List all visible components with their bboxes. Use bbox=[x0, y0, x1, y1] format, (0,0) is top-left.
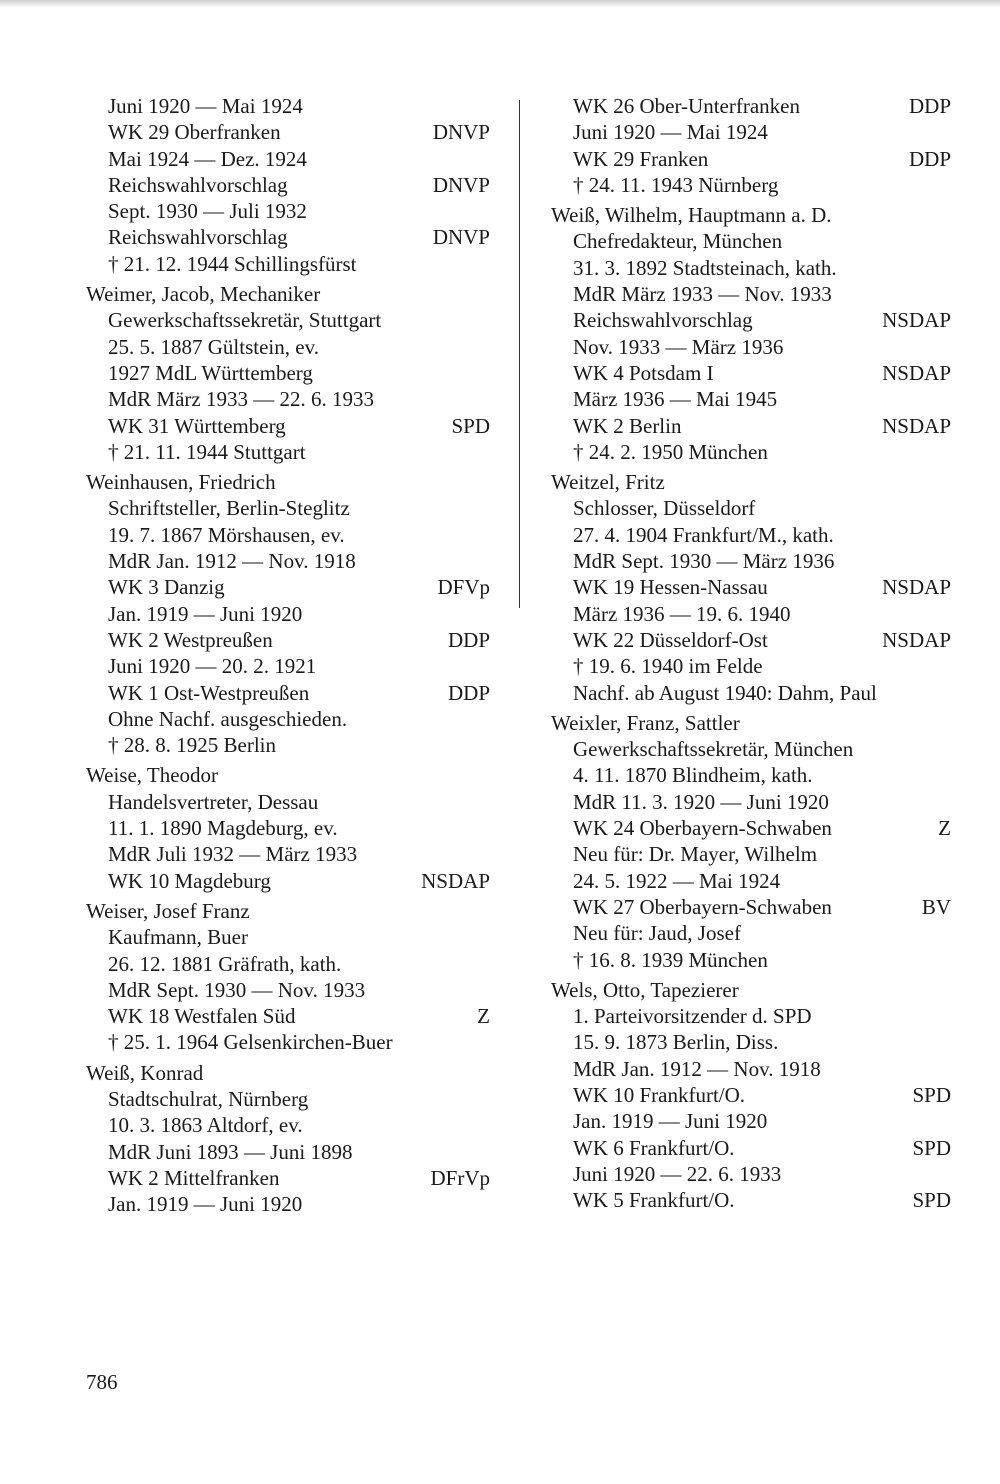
entry-detail-line bbox=[551, 119, 951, 145]
entry-detail-line bbox=[551, 1082, 951, 1108]
line-text: † 28. 8. 1925 Berlin bbox=[108, 733, 276, 758]
line-text: MdR Juli 1932 — März 1933 bbox=[108, 842, 358, 867]
entry-detail-line bbox=[551, 228, 951, 254]
line-text: WK 26 Ober-Unterfranken bbox=[573, 94, 800, 118]
line-text: † 21. 11. 1944 Stuttgart bbox=[108, 439, 306, 464]
line-text: Ohne Nachf. ausgeschieden. bbox=[108, 706, 348, 731]
line-text: Weiser, Josef Franz bbox=[86, 898, 250, 923]
line-text: Gewerkschaftssekretär, Stuttgart bbox=[108, 308, 382, 333]
entry-detail-line bbox=[86, 868, 490, 894]
entry-detail-line bbox=[551, 601, 951, 627]
line-text: 31. 3. 1892 Stadtsteinach, kath. bbox=[573, 255, 837, 280]
line-text: Reichswahlvorschlag bbox=[108, 172, 288, 197]
entry-detail-line bbox=[86, 1086, 490, 1112]
party-label: NSDAP bbox=[882, 360, 951, 385]
entry-detail-line bbox=[86, 653, 490, 679]
line-text: Weiß, Konrad bbox=[86, 1060, 204, 1085]
line-text: 11. 1. 1890 Magdeburg, ev. bbox=[108, 816, 338, 841]
line-text: WK 22 Düsseldorf-Ost bbox=[573, 627, 768, 652]
party-label: DFVp bbox=[437, 575, 490, 600]
line-text: WK 10 Frankfurt/O. bbox=[573, 1082, 746, 1107]
party-label: DDP bbox=[908, 94, 951, 118]
line-text: Wels, Otto, Tapezierer bbox=[551, 977, 739, 1002]
biography-entry bbox=[551, 469, 951, 706]
entry-detail-line bbox=[86, 1165, 490, 1191]
entry-detail-line bbox=[551, 947, 951, 973]
line-text: WK 6 Frankfurt/O. bbox=[573, 1135, 735, 1160]
entry-detail-line bbox=[86, 789, 490, 815]
line-text: Schriftsteller, Berlin-Steglitz bbox=[108, 496, 350, 521]
line-text: MdR März 1933 — Nov. 1933 bbox=[573, 282, 832, 307]
line-text: Nachf. ab August 1940: Dahm, Paul bbox=[573, 680, 877, 705]
entry-detail-line bbox=[86, 951, 490, 977]
party-label: NSDAP bbox=[882, 627, 951, 652]
entry-name-line bbox=[551, 977, 951, 1003]
entry-detail-line bbox=[551, 868, 951, 894]
entry-detail-line bbox=[551, 1135, 951, 1161]
line-text: † 19. 6. 1940 im Felde bbox=[573, 654, 763, 679]
party-label: SPD bbox=[451, 413, 490, 438]
line-text: WK 1 Ost-Westpreußen bbox=[108, 680, 310, 705]
line-text: WK 29 Franken bbox=[573, 146, 709, 171]
party-label: DNVP bbox=[432, 172, 490, 197]
line-text: WK 29 Oberfranken bbox=[108, 120, 281, 145]
entry-detail-line bbox=[86, 841, 490, 867]
biography-entry bbox=[86, 898, 490, 1056]
entry-detail-line bbox=[86, 307, 490, 333]
party-label: DDP bbox=[908, 146, 951, 171]
entry-detail-line bbox=[551, 522, 951, 548]
line-text: WK 24 Oberbayern-Schwaben bbox=[573, 816, 832, 841]
left-column bbox=[86, 93, 490, 1221]
party-label: DDP bbox=[447, 680, 490, 705]
entry-detail-line bbox=[86, 1003, 490, 1029]
line-text: 4. 11. 1870 Blindheim, kath. bbox=[573, 763, 813, 788]
entry-detail-line bbox=[86, 815, 490, 841]
party-label: Z bbox=[477, 1004, 490, 1029]
line-text: Reichswahlvorschlag bbox=[108, 225, 288, 250]
line-text: WK 10 Magdeburg bbox=[108, 868, 271, 893]
biography-entry bbox=[86, 762, 490, 893]
entry-detail-line bbox=[551, 1029, 951, 1055]
line-text: 26. 12. 1881 Gräfrath, kath. bbox=[108, 951, 342, 976]
entry-detail-line bbox=[86, 119, 490, 145]
entry-detail-line bbox=[551, 1161, 951, 1187]
line-text: Sept. 1930 — Juli 1932 bbox=[108, 199, 307, 224]
line-text: 25. 5. 1887 Gültstein, ev. bbox=[108, 334, 319, 359]
entry-name-line bbox=[551, 469, 951, 495]
line-text: Gewerkschaftssekretär, München bbox=[573, 737, 854, 762]
entry-name-line bbox=[551, 202, 951, 228]
entry-detail-line bbox=[551, 627, 951, 653]
entry-detail-line bbox=[86, 680, 490, 706]
column-divider bbox=[519, 100, 520, 608]
line-text: Weinhausen, Friedrich bbox=[86, 470, 276, 495]
line-text: Neu für: Jaud, Josef bbox=[573, 921, 741, 946]
entry-name-line bbox=[86, 469, 490, 495]
line-text: WK 19 Hessen-Nassau bbox=[573, 575, 768, 600]
entry-detail-line bbox=[551, 334, 951, 360]
page-number: 786 bbox=[86, 1370, 118, 1394]
entry-detail-line bbox=[86, 413, 490, 439]
entry-name-line bbox=[551, 710, 951, 736]
line-text: Weimer, Jacob, Mechaniker bbox=[86, 282, 321, 307]
entry-detail-line bbox=[551, 894, 951, 920]
party-label: DFrVp bbox=[430, 1165, 490, 1190]
party-label: NSDAP bbox=[882, 413, 951, 438]
line-text: WK 3 Danzig bbox=[108, 575, 225, 600]
line-text: MdR 11. 3. 1920 — Juni 1920 bbox=[573, 789, 829, 814]
page-top-edge bbox=[0, 0, 1000, 8]
entry-detail-line bbox=[86, 93, 490, 119]
party-label: NSDAP bbox=[882, 308, 951, 333]
entry-detail-line bbox=[86, 574, 490, 600]
line-text: 1. Parteivorsitzender d. SPD bbox=[573, 1004, 812, 1029]
entry-detail-line bbox=[551, 789, 951, 815]
line-text: MdR Juni 1893 — Juni 1898 bbox=[108, 1139, 353, 1164]
line-text: Jan. 1919 — Juni 1920 bbox=[573, 1109, 768, 1134]
line-text: März 1936 — Mai 1945 bbox=[573, 387, 778, 412]
line-text: WK 5 Frankfurt/O. bbox=[573, 1188, 735, 1213]
entry-detail-line bbox=[551, 653, 951, 679]
line-text: Weitzel, Fritz bbox=[551, 470, 665, 495]
party-label: Z bbox=[938, 816, 951, 841]
line-text: † 24. 2. 1950 München bbox=[573, 439, 768, 464]
right-column bbox=[551, 93, 951, 1217]
entry-detail-line bbox=[86, 1191, 490, 1217]
line-text: Handelsvertreter, Dessau bbox=[108, 789, 319, 814]
party-label: DNVP bbox=[432, 225, 490, 250]
entry-detail-line bbox=[551, 1003, 951, 1029]
entry-name-line bbox=[86, 762, 490, 788]
line-text: 19. 7. 1867 Mörshausen, ev. bbox=[108, 522, 345, 547]
entry-detail-line bbox=[551, 360, 951, 386]
line-text: WK 31 Württemberg bbox=[108, 413, 286, 438]
entry-detail-line bbox=[86, 1029, 490, 1055]
entry-detail-line bbox=[551, 762, 951, 788]
entry-detail-line bbox=[86, 601, 490, 627]
entry-detail-line bbox=[551, 386, 951, 412]
entry-detail-line bbox=[86, 334, 490, 360]
entry-continuation bbox=[86, 93, 490, 277]
line-text: Juni 1920 — 20. 2. 1921 bbox=[108, 654, 317, 679]
entry-detail-line bbox=[86, 522, 490, 548]
entry-detail-line bbox=[86, 146, 490, 172]
entry-detail-line bbox=[86, 1139, 490, 1165]
line-text: MdR März 1933 — 22. 6. 1933 bbox=[108, 387, 374, 412]
line-text: Reichswahlvorschlag bbox=[573, 308, 753, 333]
line-text: † 25. 1. 1964 Gelsenkirchen-Buer bbox=[108, 1030, 393, 1055]
line-text: 27. 4. 1904 Frankfurt/M., kath. bbox=[573, 522, 834, 547]
entry-detail-line bbox=[86, 495, 490, 521]
party-label: SPD bbox=[912, 1135, 951, 1160]
line-text: Chefredakteur, München bbox=[573, 229, 783, 254]
entry-detail-line bbox=[86, 224, 490, 250]
entry-detail-line bbox=[86, 198, 490, 224]
line-text: Juni 1920 — Mai 1924 bbox=[108, 94, 303, 118]
entry-continuation bbox=[551, 93, 951, 198]
line-text: Jan. 1919 — Juni 1920 bbox=[108, 1192, 303, 1217]
entry-detail-line bbox=[86, 360, 490, 386]
line-text: Stadtschulrat, Nürnberg bbox=[108, 1086, 309, 1111]
entry-detail-line bbox=[551, 413, 951, 439]
entry-detail-line bbox=[551, 815, 951, 841]
line-text: WK 27 Oberbayern-Schwaben bbox=[573, 894, 832, 919]
line-text: Weixler, Franz, Sattler bbox=[551, 710, 740, 735]
entry-detail-line bbox=[86, 386, 490, 412]
biography-entry bbox=[86, 469, 490, 758]
entry-detail-line bbox=[551, 439, 951, 465]
entry-detail-line bbox=[86, 548, 490, 574]
line-text: März 1936 — 19. 6. 1940 bbox=[573, 601, 791, 626]
party-label: DNVP bbox=[432, 120, 490, 145]
line-text: Nov. 1933 — März 1936 bbox=[573, 334, 784, 359]
party-label: BV bbox=[921, 894, 951, 919]
line-text: 24. 5. 1922 — Mai 1924 bbox=[573, 868, 781, 893]
biography-entry bbox=[86, 281, 490, 465]
line-text: 15. 9. 1873 Berlin, Diss. bbox=[573, 1030, 779, 1055]
line-text: 1927 MdL Württemberg bbox=[108, 360, 313, 385]
party-label: NSDAP bbox=[421, 868, 490, 893]
line-text: Juni 1920 — 22. 6. 1933 bbox=[573, 1161, 782, 1186]
entry-name-line bbox=[86, 1060, 490, 1086]
entry-detail-line bbox=[551, 93, 951, 119]
line-text: MdR Sept. 1930 — Nov. 1933 bbox=[108, 977, 366, 1002]
line-text: Jan. 1919 — Juni 1920 bbox=[108, 601, 303, 626]
entry-detail-line bbox=[551, 680, 951, 706]
line-text: Mai 1924 — Dez. 1924 bbox=[108, 146, 307, 171]
entry-detail-line bbox=[86, 732, 490, 758]
line-text: Weise, Theodor bbox=[86, 763, 219, 788]
line-text: † 24. 11. 1943 Nürnberg bbox=[573, 172, 779, 197]
entry-detail-line bbox=[551, 495, 951, 521]
party-label: SPD bbox=[912, 1082, 951, 1107]
line-text: † 16. 8. 1939 München bbox=[573, 947, 768, 972]
entry-detail-line bbox=[86, 706, 490, 732]
biography-entry bbox=[551, 977, 951, 1214]
biography-entry bbox=[551, 710, 951, 973]
entry-name-line bbox=[86, 898, 490, 924]
entry-detail-line bbox=[86, 1112, 490, 1138]
entry-detail-line bbox=[86, 439, 490, 465]
entry-detail-line bbox=[86, 172, 490, 198]
line-text: Schlosser, Düsseldorf bbox=[573, 496, 756, 521]
party-label: DDP bbox=[447, 627, 490, 652]
entry-detail-line bbox=[86, 977, 490, 1003]
line-text: Kaufmann, Buer bbox=[108, 925, 248, 950]
line-text: WK 2 Berlin bbox=[573, 413, 682, 438]
entry-detail-line bbox=[86, 627, 490, 653]
entry-detail-line bbox=[551, 146, 951, 172]
party-label: NSDAP bbox=[882, 575, 951, 600]
biography-entry bbox=[551, 202, 951, 465]
line-text: MdR Sept. 1930 — März 1936 bbox=[573, 549, 835, 574]
entry-detail-line bbox=[551, 1108, 951, 1134]
line-text: MdR Jan. 1912 — Nov. 1918 bbox=[573, 1056, 821, 1081]
line-text: WK 2 Westpreußen bbox=[108, 627, 273, 652]
line-text: Neu für: Dr. Mayer, Wilhelm bbox=[573, 842, 818, 867]
entry-detail-line bbox=[551, 255, 951, 281]
entry-detail-line bbox=[551, 736, 951, 762]
entry-detail-line bbox=[551, 1056, 951, 1082]
line-text: † 21. 12. 1944 Schillingsfürst bbox=[108, 251, 357, 276]
line-text: Juni 1920 — Mai 1924 bbox=[573, 120, 768, 145]
line-text: WK 18 Westfalen Süd bbox=[108, 1004, 296, 1029]
line-text: WK 4 Potsdam I bbox=[573, 360, 714, 385]
entry-detail-line bbox=[551, 548, 951, 574]
entry-name-line bbox=[86, 281, 490, 307]
entry-detail-line bbox=[551, 281, 951, 307]
party-label: SPD bbox=[912, 1188, 951, 1213]
entry-detail-line bbox=[551, 920, 951, 946]
biography-entry bbox=[86, 1060, 490, 1218]
line-text: Weiß, Wilhelm, Hauptmann a. D. bbox=[551, 203, 832, 228]
line-text: MdR Jan. 1912 — Nov. 1918 bbox=[108, 549, 356, 574]
entry-detail-line bbox=[551, 574, 951, 600]
entry-detail-line bbox=[86, 251, 490, 277]
entry-detail-line bbox=[551, 841, 951, 867]
entry-detail-line bbox=[86, 924, 490, 950]
entry-detail-line bbox=[551, 1187, 951, 1213]
line-text: 10. 3. 1863 Altdorf, ev. bbox=[108, 1113, 303, 1138]
entry-detail-line bbox=[551, 307, 951, 333]
entry-detail-line bbox=[551, 172, 951, 198]
line-text: WK 2 Mittelfranken bbox=[108, 1165, 280, 1190]
